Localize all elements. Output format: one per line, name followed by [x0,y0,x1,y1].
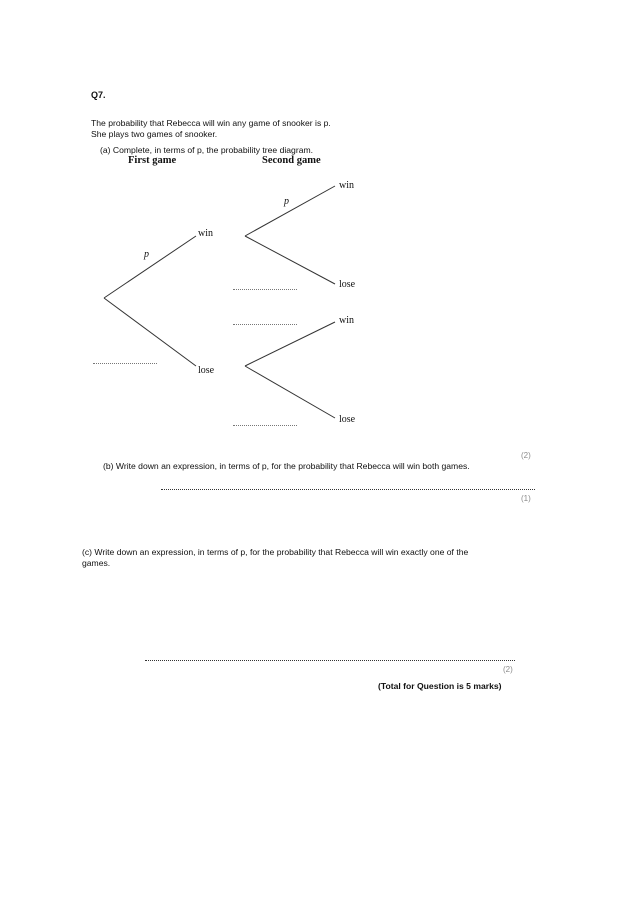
outcome-upper-win: win [339,180,354,191]
outcome-first-lose: lose [198,365,215,376]
outcome-lower-win: win [339,315,354,326]
branch-first-win [104,236,196,298]
prob-label-first-win: p [144,249,149,260]
answer-blank-lower-lose[interactable] [233,425,297,426]
part-a-marks: (2) [521,451,531,460]
part-a-prompt: (a) Complete, in terms of p, the probability tree diagram. [100,145,314,155]
question-number: Q7. [91,90,106,100]
answer-blank-upper-lose[interactable] [233,289,297,290]
intro-line-1: The probability that Rebecca will win any game of snooker is p. [91,118,331,128]
answer-blank-lower-win[interactable] [233,324,297,325]
total-marks: (Total for Question is 5 marks) [378,681,502,691]
branch-lower-lose [245,366,335,418]
prob-label-upper-win: p [284,196,289,207]
part-c-prompt-line-2: games. [82,558,111,568]
outcome-first-win: win [198,228,213,239]
first-game-heading: First game [128,155,177,166]
second-game-heading: Second game [262,155,321,166]
part-c-answer-line[interactable] [145,660,515,661]
branch-first-lose [104,298,196,366]
outcome-lower-lose: lose [339,414,356,425]
branch-upper-win [245,186,335,236]
intro-line-2: She plays two games of snooker. [91,129,218,139]
part-b-prompt: (b) Write down an expression, in terms of p, for the probability that Rebecca will win both games. [103,461,470,471]
part-c-prompt-line-1: (c) Write down an expression, in terms of p, for the probability that Rebecca will win exactly one of the [82,547,469,557]
answer-blank-first-lose[interactable] [93,363,157,364]
part-b-answer-line[interactable] [161,489,535,490]
outcome-upper-lose: lose [339,279,356,290]
branch-upper-lose [245,236,335,284]
branch-lower-win [245,322,335,366]
part-b-marks: (1) [521,494,531,503]
part-c-marks: (2) [503,665,513,674]
